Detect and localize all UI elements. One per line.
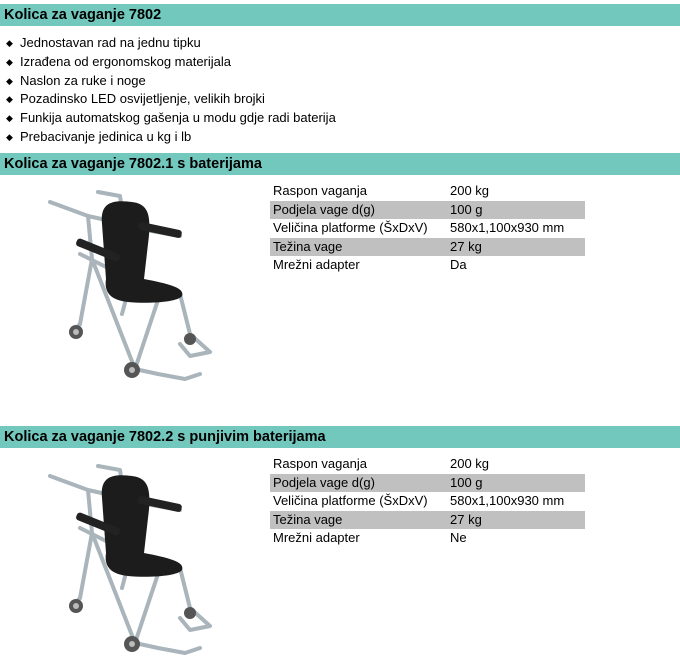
feature-text: Prebacivanje jedinica u kg i lb	[20, 128, 192, 144]
weighing-chair-image	[40, 184, 230, 384]
feature-item	[0, 128, 336, 147]
feature-text: Naslon za ruke i noge	[20, 72, 146, 88]
feature-item	[0, 34, 336, 53]
diamond-bullet-icon: ◆	[6, 38, 13, 48]
specs-table-7802-2	[270, 455, 585, 548]
spec-label: Težina vage	[270, 238, 447, 257]
spec-row	[270, 238, 585, 257]
spec-row	[270, 529, 585, 548]
spec-value: 580x1,100x930 mm	[450, 220, 565, 235]
spec-label: Raspon vaganja	[273, 183, 367, 198]
spec-value: 27 kg	[447, 238, 585, 257]
spec-row	[270, 455, 585, 474]
feature-item	[0, 109, 336, 128]
diamond-bullet-icon: ◆	[6, 75, 13, 86]
spec-row	[270, 511, 585, 530]
feature-text: Funkija automatskog gašenja u modu gdje radi baterija	[20, 110, 336, 126]
spec-value: 27 kg	[447, 511, 585, 530]
feature-item	[0, 72, 336, 91]
feature-text: Jednostavan rad na jednu tipku	[20, 35, 201, 50]
section-header-7802-2: Kolica za vaganje 7802.2 s punjivim baterijama	[0, 426, 680, 448]
weighing-chair-image	[40, 458, 230, 658]
spec-value: Ne	[450, 530, 467, 545]
feature-text: Pozadinsko LED osvijetljenje, velikih brojki	[20, 91, 265, 107]
section-header-7802-1: Kolica za vaganje 7802.1 s baterijama	[0, 153, 680, 175]
spec-row	[270, 201, 585, 220]
spec-value: Da	[450, 257, 467, 272]
spec-label: Mrežni adapter	[273, 530, 360, 545]
specs-table-7802-1	[270, 182, 585, 275]
diamond-bullet-icon: ◆	[6, 113, 13, 124]
spec-value: 100 g	[447, 474, 585, 493]
spec-label: Težina vage	[270, 511, 447, 530]
feature-item	[0, 53, 336, 72]
spec-value: 580x1,100x930 mm	[450, 493, 565, 508]
spec-label: Raspon vaganja	[273, 456, 367, 471]
spec-row	[270, 492, 585, 511]
spec-value: 200 kg	[450, 456, 490, 471]
spec-row	[270, 182, 585, 201]
feature-text: Izrađena od ergonomskog materijala	[20, 53, 232, 69]
spec-label: Veličina platforme (ŠxDxV)	[273, 220, 428, 235]
feature-item	[0, 90, 336, 109]
feature-list	[0, 34, 336, 147]
spec-value: 200 kg	[450, 183, 490, 198]
spec-row	[270, 474, 585, 493]
spec-row	[270, 219, 585, 238]
spec-label: Podjela vage d(g)	[270, 201, 447, 220]
spec-label: Mrežni adapter	[273, 257, 360, 272]
spec-label: Veličina platforme (ŠxDxV)	[273, 493, 428, 508]
section-header-7802: Kolica za vaganje 7802	[0, 4, 680, 26]
diamond-bullet-icon: ◆	[6, 131, 13, 142]
spec-label: Podjela vage d(g)	[270, 474, 447, 493]
spec-row	[270, 256, 585, 275]
diamond-bullet-icon: ◆	[6, 56, 13, 67]
spec-value: 100 g	[447, 201, 585, 220]
diamond-bullet-icon: ◆	[6, 94, 13, 105]
